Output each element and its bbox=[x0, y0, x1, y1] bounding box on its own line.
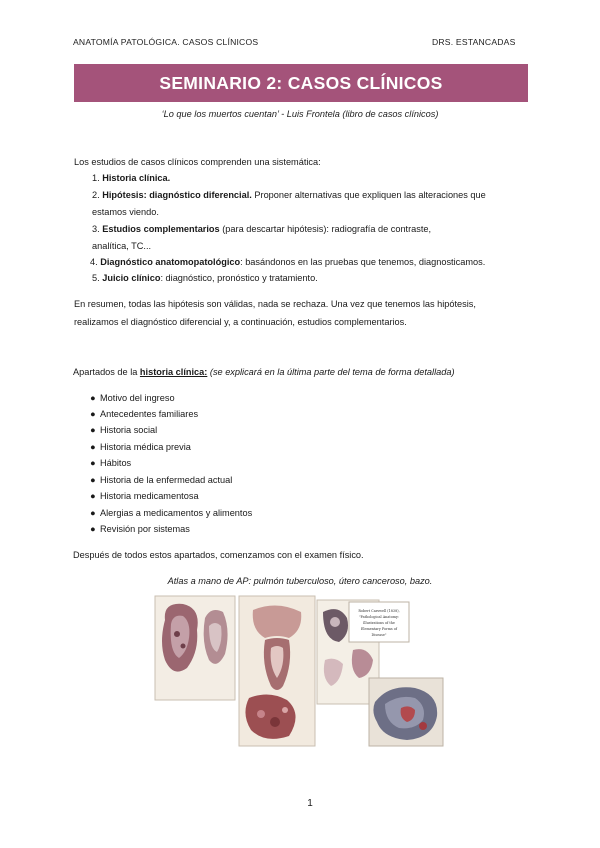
list-item: ● Motivo del ingreso bbox=[90, 393, 175, 403]
quote: ‘Lo que los muertos cuentan’ - Luis Frontela (libro de casos clínicos) bbox=[161, 109, 439, 119]
bullet-icon: ● bbox=[90, 393, 96, 403]
figure-caption: Atlas a mano de AP: pulmón tuberculoso, útero canceroso, bazo. bbox=[167, 576, 433, 586]
step-text: : basándonos en las pruebas que tenemos, diagnosticamos. bbox=[240, 257, 486, 267]
plate-uterus bbox=[239, 596, 315, 746]
list-item: ● Historia médica previa bbox=[90, 442, 191, 452]
bullet-icon: ● bbox=[90, 442, 96, 452]
apartados-underlined: historia clínica: bbox=[139, 367, 208, 377]
bullet-icon: ● bbox=[90, 508, 96, 518]
apartados-note: (se explicará en la última parte del tema de forma detallada) bbox=[207, 367, 455, 377]
bullet-icon: ● bbox=[90, 409, 96, 419]
atlas-collage-image bbox=[153, 590, 445, 750]
step-number: 5. bbox=[92, 273, 100, 283]
step-title: Hipótesis: diagnóstico diferencial. bbox=[102, 190, 252, 200]
header-left: ANATOMÍA PATOLÓGICA. CASOS CLÍNICOS bbox=[73, 37, 259, 47]
plate-lung bbox=[155, 596, 235, 700]
header-right: DRS. ESTANCADAS bbox=[432, 37, 516, 47]
step-2-continuation: estamos viendo. bbox=[92, 207, 159, 217]
step-5 bbox=[92, 273, 318, 283]
summary-line-1: En resumen, todas las hipótesis son válidas, nada se rechaza. Una vez que tenemos las hipótesis, bbox=[74, 299, 476, 309]
bullet-icon: ● bbox=[90, 425, 96, 435]
list-item: ● Hábitos bbox=[90, 458, 132, 468]
atlas-illustrations bbox=[153, 590, 445, 750]
step-4 bbox=[90, 257, 485, 267]
step-2 bbox=[92, 190, 486, 200]
step-text: : diagnóstico, pronóstico y tratamiento. bbox=[160, 273, 318, 283]
inset-title-line-5: Disease" bbox=[371, 633, 387, 637]
page-number: 1 bbox=[307, 798, 313, 809]
step-number: 4. bbox=[90, 257, 98, 267]
step-title: Juicio clínico bbox=[102, 273, 161, 283]
step-text: (para descartar hipótesis): radiografía de contraste, bbox=[219, 224, 432, 234]
step-text: Proponer alternativas que expliquen las alteraciones que bbox=[251, 190, 486, 200]
bullet-icon: ● bbox=[90, 491, 96, 501]
bullet-icon: ● bbox=[90, 458, 96, 468]
bullet-icon: ● bbox=[90, 475, 96, 485]
step-title: Estudios complementarios bbox=[102, 224, 220, 234]
list-item: ● Historia de la enfermedad actual bbox=[90, 475, 233, 485]
list-item: ● Revisión por sistemas bbox=[90, 524, 190, 534]
inset-title-line-1: Robert Carswell (1838), bbox=[358, 609, 400, 613]
step-3 bbox=[92, 224, 431, 234]
step-title: Diagnóstico anatomopatológico bbox=[100, 257, 241, 267]
list-item: ● Historia social bbox=[90, 425, 158, 435]
intro-text: Los estudios de casos clínicos comprenden una sistemática: bbox=[74, 157, 321, 167]
bullet-icon: ● bbox=[90, 524, 96, 534]
list-item: ● Alergias a medicamentos y alimentos bbox=[90, 508, 253, 518]
step-3-continuation: analítica, TC... bbox=[92, 241, 152, 251]
inset-title-line-4: Elementary Forms of bbox=[360, 627, 398, 631]
apartados-heading bbox=[73, 367, 455, 377]
list-item: ● Historia medicamentosa bbox=[90, 491, 199, 501]
inset-title-line-2: "Pathological Anatomy: bbox=[358, 615, 400, 619]
step-number: 3. bbox=[92, 224, 100, 234]
step-1 bbox=[92, 173, 170, 183]
apartados-prefix: Apartados de la bbox=[73, 367, 140, 377]
after-text: Después de todos estos apartados, comenzamos con el examen físico. bbox=[73, 550, 364, 560]
step-number: 2. bbox=[92, 190, 100, 200]
page-title: SEMINARIO 2: CASOS CLÍNICOS bbox=[159, 72, 443, 93]
plate-spleen bbox=[369, 678, 443, 746]
step-title: Historia clínica. bbox=[102, 173, 171, 183]
summary-line-2: realizamos el diagnóstico diferencial y, a continuación, estudios complementarios. bbox=[74, 317, 407, 327]
inset-title-line-3: Illustrations of the bbox=[363, 621, 395, 625]
title-banner bbox=[74, 64, 528, 102]
list-item: ● Antecedentes familiares bbox=[90, 409, 199, 419]
step-number: 1. bbox=[92, 173, 100, 183]
